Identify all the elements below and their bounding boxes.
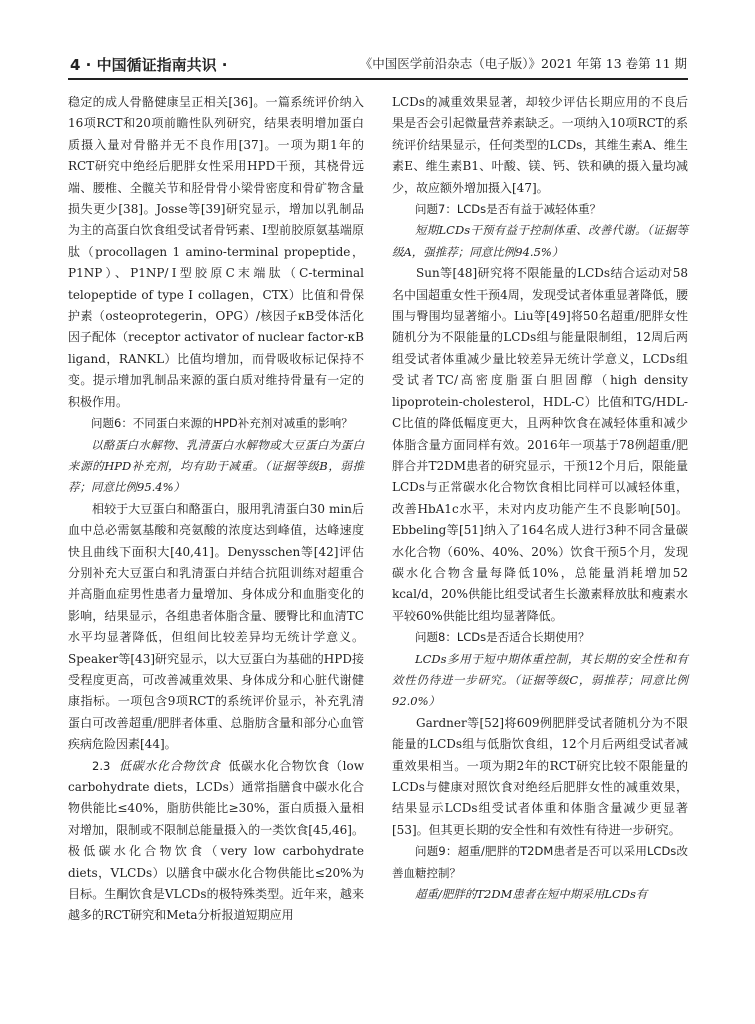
right-column: [392, 92, 688, 905]
question-heading: 问题8：LCDs是否适合长期使用？: [415, 630, 590, 645]
paragraph: 稳定的成人骨骼健康呈正相关[36]。一篇系统评价纳入16项RCT和20项前瞻性队列研究，结果表明增加蛋白质摄入量对骨骼并无不良作用[37]。一项为期1年的RCT研究中绝经后肥胖女性采用HPD干预，其桡骨远端、腰椎、全髋关节和胫骨骨小梁骨密度和骨矿物含量损失更少[38]。Josse等[39]研究显示，增加以乳制品为主的高蛋白饮食组受试者骨钙素、Ⅰ型前胶原氨基端原肽（procollagen 1 amino-terminal propeptide，P1NP）、P1NP/Ⅰ型胶原C末端肽（C-terminal telopeptide of type Ⅰ collagen，CTX）比值和骨保护素（osteoprotegerin，OPG）/核因子κB受体活化因子配体（receptor activator of nuclear factor-κB ligand，RANKL）比值均增加，而骨吸收标记保持不变。提示增加乳制品来源的蛋白质对维持骨量有一定的积极作用。: [68, 95, 364, 409]
header-rule: [68, 78, 688, 80]
paragraph: LCDs的减重效果显著，却较少评估长期应用的不良后果是否会引起微量营养素缺乏。一项纳入10项RCT的系统评价结果显示，任何类型的LCDs，其维生素A、维生素E、维生素B1、叶酸、镁、钙、铁和碘的摄入量均减少，故应额外增加摄入[47]。: [392, 95, 688, 195]
paragraph: 相较于大豆蛋白和酪蛋白，服用乳清蛋白30 min后血中总必需氨基酸和亮氨酸的浓度达到峰值，达峰速度快且曲线下面积大[40,41]。Denysschen等[42]评估分别补充大豆蛋白和乳清蛋白并结合抗阻训练对超重合并高脂血症男性患者力量增加、身体成分和血脂变化的影响，结果显示，各组患者体脂含量、腰臀比和血清TC水平均显著降低，但组间比较差异均无统计学意义。Speaker等[43]研究显示，以大豆蛋白为基础的HPD接受程度更高，可改善减重效果、身体成分和心脏代谢健康指标。一项包含9项RCT的系统评价显示，补充乳清蛋白可改善超重/肥胖者体重、总脂肪含量和部分心血管疾病危险因素[44]。: [68, 501, 364, 752]
page-number-and-section: 4 · 中国循证指南共识 ·: [70, 56, 228, 74]
recommendation: 以酪蛋白水解物、乳清蛋白水解物或大豆蛋白为蛋白来源的HPD补充剂，均有助于减重。（证据等级B，弱推荐；同意比例95.4%）: [68, 437, 364, 495]
paragraph: Sun等[48]研究将不限能量的LCDs结合运动对58名中国超重女性干预4周，发现受试者体重显著降低，腰围与臀围均显著缩小。Liu等[49]将50名超重/肥胖女性随机分为不限能量的LCDs组与能量限制组，12周后两组受试者体重减少量比较差异无统计学意义，LCDs组受试者TC/高密度脂蛋白胆固醇（high density lipoprotein-cholesterol，HDL-C）比值和TG/HDL-C比值的降低幅度更大，且两种饮食在减轻体重和减少体脂含量方面同样有效。2016年一项基于78例超重/肥胖合并T2DM患者的研究显示，干预12个月后，限能量LCDs与正常碳水化合物饮食相比同样可以减轻体重，改善HbA1c水平，未对内皮功能产生不良影响[50]。Ebbeling等[51]纳入了164名成人进行3种不同含量碳水化合物（60%、40%、20%）饮食干预5个月，发现碳水化合物含量每降低10%，总能量消耗增加52 kcal/d，20%供能比组受试者生长激素释放肽和瘦素水平较60%供能比组均显著降低。: [392, 266, 688, 623]
recommendation: 超重/肥胖的T2DM患者在短中期采用LCDs有: [415, 887, 648, 902]
left-column: [68, 92, 364, 927]
section-paragraph: [68, 756, 364, 927]
section-text: 低碳水化合物饮食（low carbohydrate diets，LCDs）通常指膳食中碳水化合物供能比≤40%，脂肪供能比≥30%，蛋白质摄入量相对增加，限制或不限制总能量摄入的一类饮食[45,46]。极低碳水化合物饮食（very low carbohydrate diets，VLCDs）以膳食中碳水化合物供能比≤20%为目标。生酮饮食是VLCDs的极特殊类型。近年来，越来越多的RCT研究和Meta分析报道短期应用: [68, 758, 364, 923]
journal-citation: 《中国医学前沿杂志（电子版）》2021 年第 13 卷第 11 期: [359, 56, 687, 71]
question-heading: 问题7：LCDs是否有益于减轻体重？: [415, 202, 602, 217]
recommendation: LCDs多用于短中期体重控制，其长期的安全性和有效性仍待进一步研究。（证据等级C，弱推荐；同意比例92.0%）: [392, 651, 688, 709]
question-heading: 问题6：不同蛋白来源的HPD补充剂对减重的影响？: [91, 416, 353, 431]
page-header: [0, 0, 755, 88]
recommendation: 短期LCDs干预有益于控制体重、改善代谢。（证据等级A，强推荐；同意比例94.5%）: [392, 223, 688, 259]
question-heading: 问题9：超重/肥胖的T2DM患者是否可以采用LCDs改善血糖控制？: [392, 844, 688, 880]
section-title: 低碳水化合物饮食: [118, 758, 221, 773]
section-number: 2.3: [92, 758, 111, 773]
paragraph: Gardner等[52]将609例肥胖受试者随机分为不限能量的LCDs组与低脂饮食组，12个月后两组受试者减重效果相当。一项为期2年的RCT研究比较不限能量的LCDs与健康对照饮食对绝经后肥胖女性的减重效果，结果显示LCDs组受试者体重和体脂含量减少更显著[53]。但其更长期的安全性和有效性有待进一步研究。: [392, 715, 688, 837]
